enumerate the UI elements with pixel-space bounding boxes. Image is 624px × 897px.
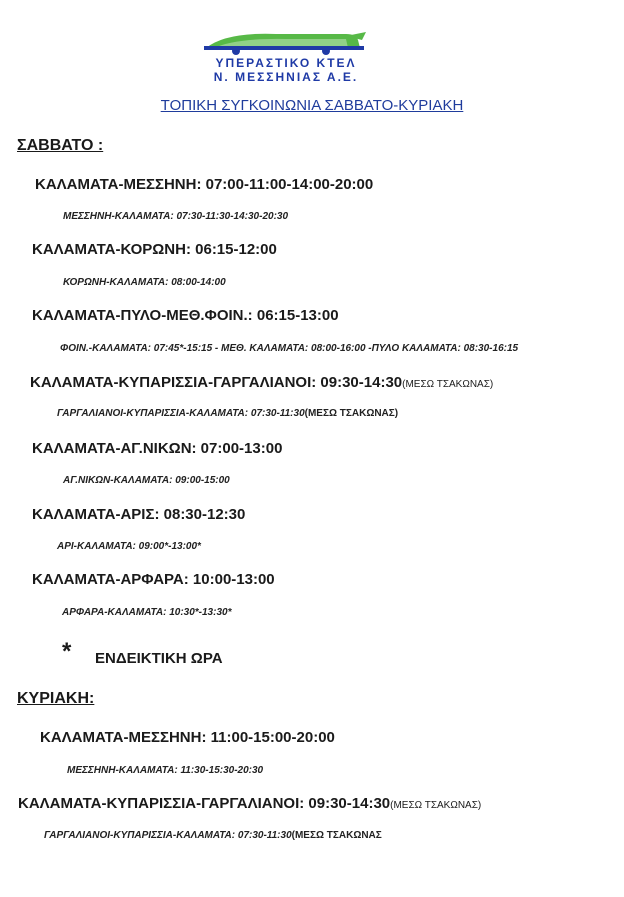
page-title: ΤΟΠΙΚΗ ΣΥΓΚΟΙΝΩΝΙΑ ΣΑΒΒΑΤΟ-ΚΥΡΙΑΚΗ xyxy=(160,97,464,114)
sunday-heading: ΚΥΡΙΑΚΗ: xyxy=(17,690,95,707)
saturday-return-arfara: ΑΡΦΑΡΑ-ΚΑΛΑΜΑΤΑ: 10:30*-13:30* xyxy=(62,607,232,618)
logo-line-2: Ν. ΜΕΣΣΗΝΙΑΣ Α.Ε. xyxy=(213,70,359,84)
saturday-route-pylos: ΚΑΛΑΜΑΤΑ-ΠΥΛΟ-ΜΕΘ.ΦΟΙΝ.: 06:15-13:00 xyxy=(32,307,339,324)
saturday-return-koroni: ΚΟΡΩΝΗ-ΚΑΛΑΜΑΤΑ: 08:00-14:00 xyxy=(63,277,226,288)
sunday-route-kyparissia: ΚΑΛΑΜΑΤΑ-ΚΥΠΑΡΙΣΣΙΑ-ΓΑΡΓΑΛΙΑΝΟΙ: 09:30-14:30(ΜΕΣΩ ΤΣΑΚΩΝΑΣ) xyxy=(18,795,482,812)
saturday-route-aris: ΚΑΛΑΜΑΤΑ-ΑΡΙΣ: 08:30-12:30 xyxy=(32,506,246,523)
saturday-return-ag-nikon: ΑΓ.ΝΙΚΩΝ-ΚΑΛΑΜΑΤΑ: 09:00-15:00 xyxy=(63,475,230,486)
saturday-route-kyparissia-note: (ΜΕΣΩ ΤΣΑΚΩΝΑΣ) xyxy=(402,379,494,390)
saturday-route-messini: ΚΑΛΑΜΑΤΑ-ΜΕΣΣΗΝΗ: 07:00-11:00-14:00-20:00 xyxy=(35,176,374,193)
sunday-route-messini: ΚΑΛΑΜΑΤΑ-ΜΕΣΣΗΝΗ: 11:00-15:00-20:00 xyxy=(40,729,335,746)
company-logo xyxy=(196,30,376,82)
sunday-route-kyparissia-note: (ΜΕΣΩ ΤΣΑΚΩΝΑΣ) xyxy=(390,800,482,811)
saturday-route-arfara: ΚΑΛΑΜΑΤΑ-ΑΡΦΑΡΑ: 10:00-13:00 xyxy=(32,571,275,588)
saturday-return-aris: ΑΡΙ-ΚΑΛΑΜΑΤΑ: 09:00*-13:00* xyxy=(57,541,201,552)
saturday-return-pylos: ΦΟΙΝ.-ΚΑΛΑΜΑΤΑ: 07:45*-15:15 - ΜΕΘ. ΚΑΛΑΜΑΤΑ: 08:00-16:00 -ΠΥΛΟ ΚΑΛΑΜΑΤΑ: 08:30-16:15 xyxy=(60,343,519,354)
saturday-route-ag-nikon: ΚΑΛΑΜΑΤΑ-ΑΓ.ΝΙΚΩΝ: 07:00-13:00 xyxy=(32,440,283,457)
sunday-return-messini: ΜΕΣΣΗΝΗ-ΚΑΛΑΜΑΤΑ: 11:30-15:30-20:30 xyxy=(67,765,264,776)
saturday-route-koroni: ΚΑΛΑΜΑΤΑ-ΚΟΡΩΝΗ: 06:15-12:00 xyxy=(32,241,277,258)
indicative-time-label: ΕΝΔΕΙΚΤΙΚΗ ΩΡΑ xyxy=(95,650,223,667)
saturday-return-kyparissia: ΓΑΡΓΑΛΙΑΝΟΙ-ΚΥΠΑΡΙΣΣΙΑ-ΚΑΛΑΜΑΤΑ: 07:30-11:30(ΜΕΣΩ ΤΣΑΚΩΝΑΣ) xyxy=(57,408,399,419)
saturday-route-kyparissia: ΚΑΛΑΜΑΤΑ-ΚΥΠΑΡΙΣΣΙΑ-ΓΑΡΓΑΛΙΑΝΟΙ: 09:30-14:30(ΜΕΣΩ ΤΣΑΚΩΝΑΣ) xyxy=(30,374,494,391)
asterisk-mark: * xyxy=(62,638,72,665)
sunday-return-kyparissia: ΓΑΡΓΑΛΙΑΝΟΙ-ΚΥΠΑΡΙΣΣΙΑ-ΚΑΛΑΜΑΤΑ: 07:30-11:30(ΜΕΣΩ ΤΣΑΚΩΝΑΣ xyxy=(44,830,382,841)
saturday-return-messini: ΜΕΣΣΗΝΗ-ΚΑΛΑΜΑΤΑ: 07:30-11:30-14:30-20:30 xyxy=(63,211,289,222)
logo-line-1: ΥΠΕΡΑΣΤΙΚΟ ΚΤΕΛ xyxy=(215,56,357,70)
bus-logo-icon xyxy=(196,30,376,58)
saturday-heading: ΣΑΒΒΑΤΟ : xyxy=(17,137,104,154)
